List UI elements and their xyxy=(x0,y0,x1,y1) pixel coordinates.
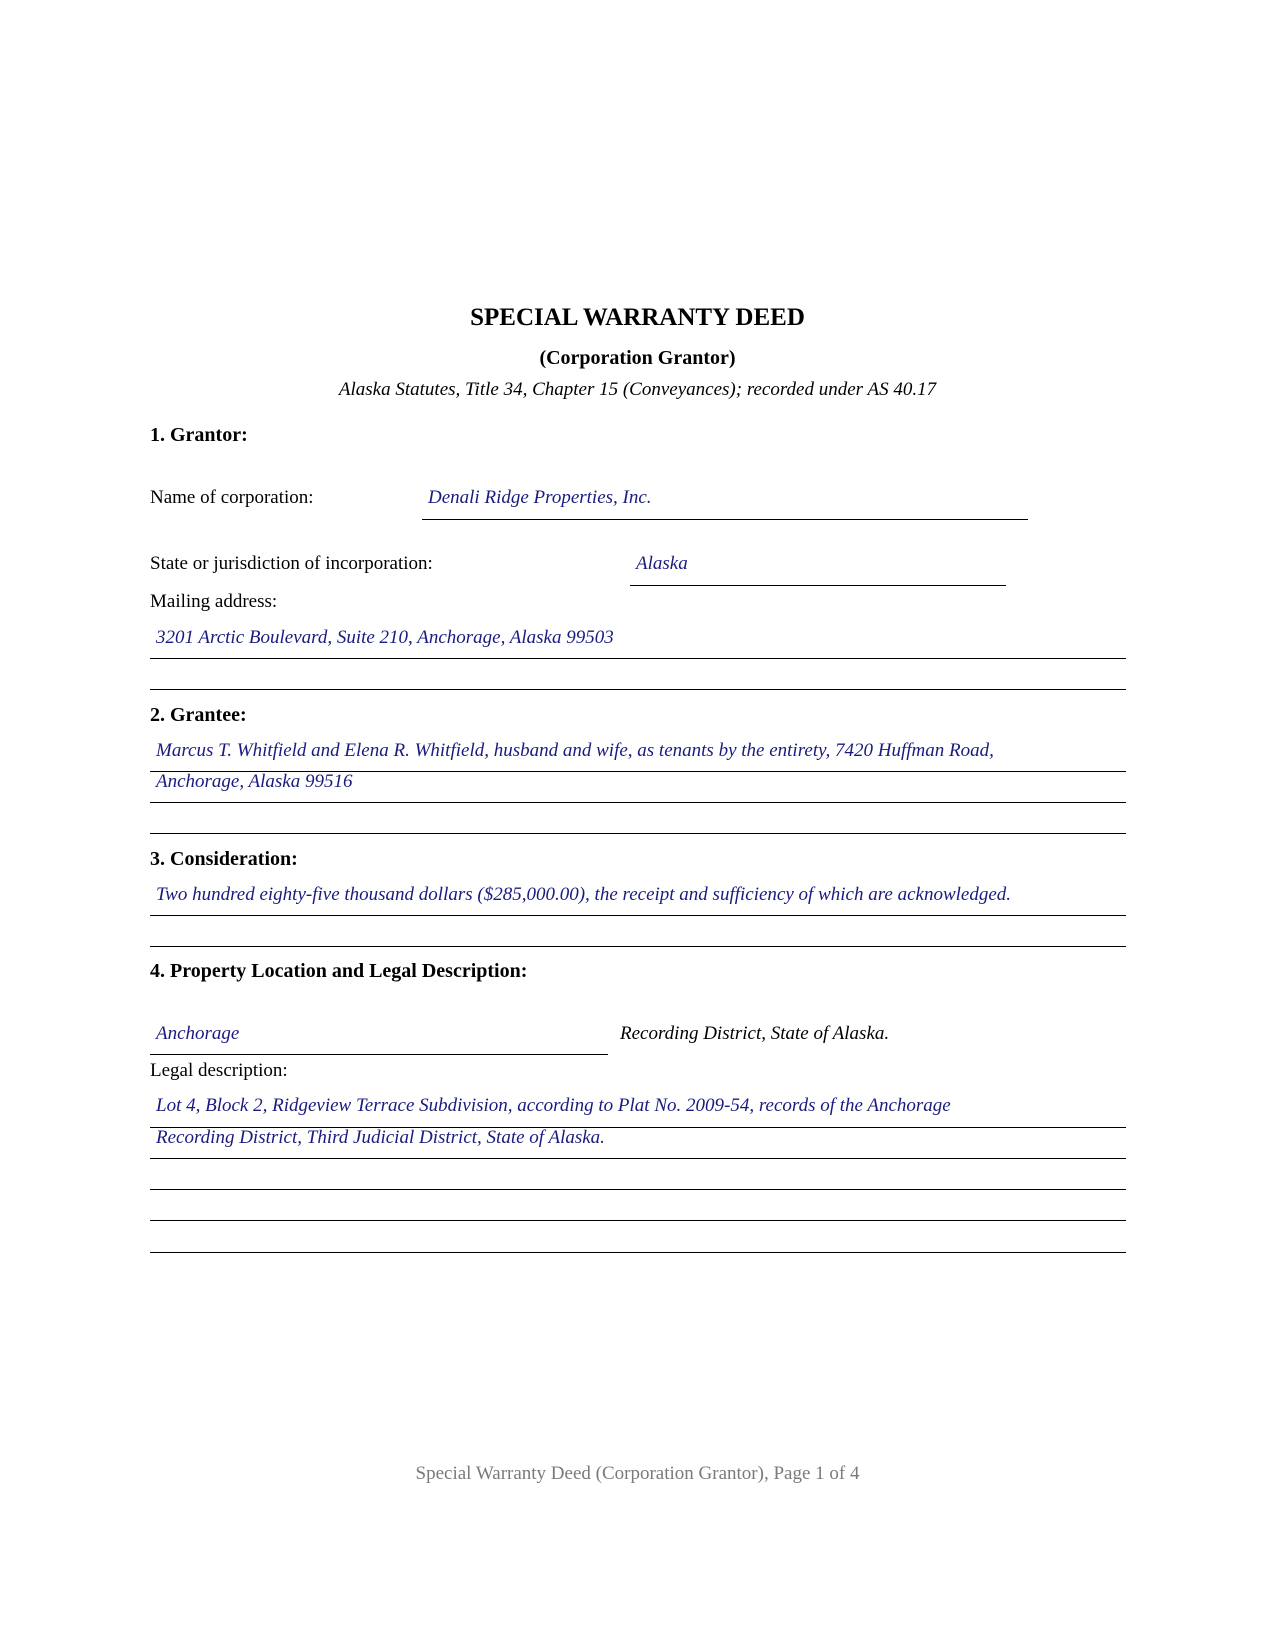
consideration-line-2 xyxy=(150,946,1126,947)
corporation-name-field[interactable]: Denali Ridge Properties, Inc. xyxy=(428,487,652,508)
consideration-field[interactable]: Two hundred eighty-five thousand dollars ($285,000.00), the receipt and sufficiency of which are acknowledged. xyxy=(156,884,1012,905)
recording-district-line xyxy=(150,1054,608,1055)
incorporation-state-line xyxy=(630,585,1006,586)
grantee-heading: 2. Grantee: xyxy=(150,704,247,726)
grantee-line-2 xyxy=(150,802,1126,803)
grantee-field-line-1[interactable]: Marcus T. Whitfield and Elena R. Whitfield, husband and wife, as tenants by the entirety, 7420 Huffman Road, xyxy=(156,740,994,761)
grantee-field-line-2[interactable]: Anchorage, Alaska 99516 xyxy=(156,771,353,792)
corporation-name-line xyxy=(422,519,1028,520)
legal-description-line-2 xyxy=(150,1158,1126,1159)
recording-district-field[interactable]: Anchorage xyxy=(156,1023,240,1044)
mailing-address-field[interactable]: 3201 Arctic Boulevard, Suite 210, Anchorage, Alaska 99503 xyxy=(156,627,614,648)
page-footer: Special Warranty Deed (Corporation Grantor), Page 1 of 4 xyxy=(415,1463,860,1484)
mailing-address-line-1 xyxy=(150,658,1126,659)
document-subtitle: (Corporation Grantor) xyxy=(539,347,736,369)
statute-reference: Alaska Statutes, Title 34, Chapter 15 (Conveyances); recorded under AS 40.17 xyxy=(338,379,937,400)
consideration-heading: 3. Consideration: xyxy=(150,848,298,870)
grantee-line-3 xyxy=(150,833,1126,834)
incorporation-state-field[interactable]: Alaska xyxy=(636,553,688,574)
legal-description-field-line-1[interactable]: Lot 4, Block 2, Ridgeview Terrace Subdivision, according to Plat No. 2009-54, records of the Anchorage xyxy=(156,1095,951,1116)
consideration-line-1 xyxy=(150,915,1126,916)
mailing-address-line-2 xyxy=(150,689,1126,690)
recording-district-suffix: Recording District, State of Alaska. xyxy=(620,1023,890,1044)
corporation-name-label: Name of corporation: xyxy=(150,487,314,508)
document-title: SPECIAL WARRANTY DEED xyxy=(470,304,805,331)
incorporation-state-label: State or jurisdiction of incorporation: xyxy=(150,553,433,574)
property-heading: 4. Property Location and Legal Description: xyxy=(150,960,528,982)
legal-description-line-5 xyxy=(150,1252,1126,1253)
mailing-address-label: Mailing address: xyxy=(150,591,278,612)
grantor-heading: 1. Grantor: xyxy=(150,424,248,446)
legal-description-label: Legal description: xyxy=(150,1060,288,1081)
legal-description-field-line-2[interactable]: Recording District, Third Judicial District, State of Alaska. xyxy=(156,1127,605,1148)
legal-description-line-3 xyxy=(150,1189,1126,1190)
legal-description-line-4 xyxy=(150,1220,1126,1221)
